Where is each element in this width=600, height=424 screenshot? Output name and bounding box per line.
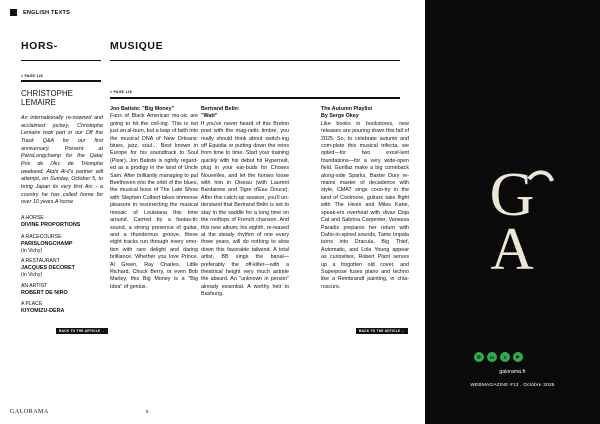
address-horse bbox=[21, 215, 103, 229]
article-title: Bertrand Belin: bbox=[201, 106, 240, 112]
divider bbox=[110, 60, 400, 61]
article-body: Like books in bookstores, new releases are pouring down this fall of 2025. So, to celebrate autumn and com-plete this musical trifecta, we opted—for two excel-lent foundations—for a very wide-open field. Gorillaz make a big comeback along-side Sparks, Baxter Dury re-mains master of decadence with style, CMAT sings coun-try in the land of Coolmore, guitars take flight with The Hives and Miles Kane, speak-ers overheat with divas Doja Cat and Sabrina Carpenter, Vanessa Paradis prepares her return with Daho-in-spired sounds, Tame Impala turns into Dracula, Big Thief, Automatic, and Lola Young appear as curiosities, Robert Plant serves up a forgotten old cover, and Superpose fuses piano and techno like a Rembrandt painting, in chia-roscuro. bbox=[321, 120, 409, 290]
section-header bbox=[10, 9, 70, 16]
author-first-name: CHRISTOPHE bbox=[21, 89, 73, 98]
social-links bbox=[474, 352, 523, 362]
address-sub: (in Vichy) bbox=[21, 271, 43, 278]
address-value: JACQUES DECORET bbox=[21, 264, 75, 271]
divider bbox=[21, 80, 101, 82]
back-to-article-button[interactable]: BACK TO THE ARTICLE → bbox=[356, 328, 408, 334]
section-label: ENGLISH TEXTS bbox=[23, 9, 71, 16]
article-title: Jon Batiste: "Big Money" bbox=[110, 106, 175, 112]
address-label: A RACECOURSE bbox=[21, 234, 62, 240]
address-value: PARISLONGCHAMP bbox=[21, 240, 73, 247]
galorama-monogram-logo bbox=[457, 163, 567, 273]
address-label: A PLACE bbox=[21, 301, 43, 307]
address-place bbox=[21, 301, 103, 315]
page-title-right: MUSIQUE bbox=[110, 40, 164, 52]
address-artist bbox=[21, 283, 103, 297]
right-page bbox=[425, 0, 600, 424]
divider bbox=[110, 97, 400, 99]
footer-logo: GALORAMA bbox=[10, 409, 49, 415]
monogram-a: A bbox=[490, 216, 534, 273]
instagram-icon[interactable]: ◎ bbox=[474, 352, 484, 362]
address-sub: (in Vichy) bbox=[21, 247, 43, 254]
article-body: If you've never heard of this Breton poet with the mag-netic timbre, you really should think about switch-ing off Equidia or putting down the reins from time to time. Start your training quickly with his debut hit Hypernuit, plug in your ear-buds for Choses Nouvelles, and let the horses loose with him in Oiseau (with Laurent Bardainne and Tigre d'Eau Douce). After this catch-up session, you'll un-derstand that Bertrand Belin is set to stay in the saddle for a long time on the rooftops of French chanson. And this new album, his eighth, re-leased at the steady rhythm of one every three years, will do nothing to slow down this favorable tailwind. A total artist, BB sings the banal—preferably the off-kilter—with a theatrical height very much astride the absurd. An "unknown in person" already essential. A worthy heir to Bashung. bbox=[201, 120, 289, 298]
x-icon[interactable]: X bbox=[500, 352, 510, 362]
article-autumn-playlist bbox=[321, 106, 409, 291]
author-last-name: LEMAIRE bbox=[21, 97, 56, 107]
youtube-icon[interactable]: ▶ bbox=[513, 352, 523, 362]
address-label: AN ARTIST bbox=[21, 283, 48, 289]
article-body: Fans of Black American mu-sic are going to hit the ceil-ing. This is not just an al-bum, but a leap of faith into the musical DNA of New Orleans: blues, jazz, soul… Best known in Europe for his soundtrack to Soul (Pixar), Jon Batiste is rightly regard-ed as a prodigy in the land of Uncle Sam. After brilliantly managing to put Beethoven into the orbit of the blues, the musical boss of The Late Show with Stephen Colbert takes immense pleasure in resurrecting the musical mosaic of Louisiana this time around. Carried by a fantas-tic sound, a strong presence of guitar, and a thunderous groove, these eight tracks run through every emo-tion with rare delight and daring brilliance. Whether you love Prince, Al Green, Ray Charles, Little Richard, Chuck Berry, or even Bob Marley, this Big Money is a "Big Idea" of genius. bbox=[110, 113, 198, 290]
section-square-icon bbox=[10, 9, 17, 16]
intro-paragraph: An internationally re-nowned and acclaimed jockey, Christophe Lemaire took part in our Off the Track Q&A for our first anniversary. Present at ParisLongchamp for the Qatar Prix de l'Arc de Triomphe weekend, Alohi Al-ii's partner will attempt, on Sunday, October 5, to bring Japan its very first Arc - a country he has called home for over 10 years.A horse bbox=[21, 115, 103, 206]
address-racecourse bbox=[21, 234, 103, 255]
page-reference-left: > PAGE 126 bbox=[21, 74, 44, 78]
address-value: ROBERT DE NIRO bbox=[21, 289, 68, 296]
divider bbox=[21, 60, 101, 61]
magazine-issue: WEBMAGAZINE #13 . Octobre 2025 bbox=[470, 383, 555, 388]
address-value: KIYOMIZU-DERA bbox=[21, 307, 65, 314]
page-number: 8 bbox=[146, 409, 149, 414]
address-restaurant bbox=[21, 258, 103, 279]
monogram-g: G bbox=[489, 163, 535, 229]
article-title: The Autumn Playlist bbox=[321, 106, 373, 112]
address-label: A HORSE bbox=[21, 215, 44, 221]
address-label: A RESTAURANT bbox=[21, 258, 60, 264]
page-title-left: HORS- bbox=[21, 40, 58, 52]
page-reference-right: > PAGE 126 bbox=[110, 90, 133, 94]
article-bertrand-belin bbox=[201, 106, 289, 299]
address-value: DIVINE PROPORTIONS bbox=[21, 221, 81, 228]
article-byline: By Serge Okey bbox=[321, 113, 359, 120]
author-name bbox=[21, 90, 101, 107]
article-subtitle: "Watt" bbox=[201, 113, 218, 120]
linkedin-icon[interactable]: in bbox=[487, 352, 497, 362]
article-jon-batiste bbox=[110, 106, 198, 291]
back-to-article-button[interactable]: BACK TO THE ARTICLE → bbox=[56, 328, 108, 334]
website-link[interactable]: galorama.fr bbox=[499, 369, 526, 375]
